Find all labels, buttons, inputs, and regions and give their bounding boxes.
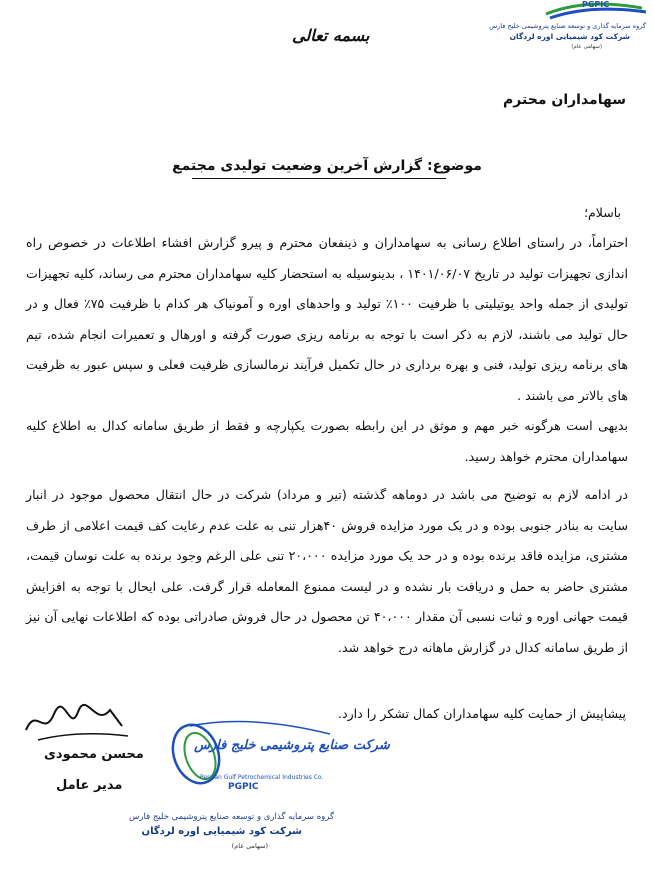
letter-subject: موضوع: گزارش آخرین وضعیت تولیدی مجتمع (172, 158, 482, 174)
logo-group-name: گروه سرمایه گذاری و توسعه صنایع پتروشیمی خلیج فارس (489, 22, 646, 30)
logo-company-type: (سهامی عام) (571, 44, 602, 50)
stamp-emblem-icon (160, 718, 340, 808)
footer-company-name: شرکت کود شیمیایی اوره لردگان (141, 826, 302, 837)
stamp-english-name: Persian Gulf Petrochemical Industries Co. (200, 774, 324, 781)
company-logo-header (489, 0, 652, 62)
signatory-title: مدیر عامل (56, 778, 123, 793)
body-paragraph: احتراماً، در راستای اطلاع رسانی به سهامداران و ذینفعان محترم و پیرو گزارش افشاء اطلاعات در خصوص راه اندازی تجهیزات تولید در تاریخ ۱۴۰۱/۰۶/۰۷ ، بدینوسیله به استحضار کلیه سهامداران محترم می رساند، کلیه تجهیزات تولیدی از جمله واحد یوتیلیتی با ظرفیت ۱۰۰٪ تولید و واحدهای اوره و آمونیاک هر کدام با ظرفیت ۷۵٪ فعال و در حال تولید می باشند، لازم به ذکر است با توجه به برنامه ریزی صورت گرفته و اورهال و تعمیرات انجام شده، تیم های برنامه ریزی تولید، فنی و بهره برداری در حال تکمیل فرآیند نرمالسازی ظرفیت فعلی و سپس عبور به ظرفیت های بالاتر می باشند . (26, 235, 628, 403)
logo-brand-text: PGPIC (582, 0, 610, 9)
body-paragraph: در ادامه لازم به توضیح می باشد در دوماهه گذشته (تیر و مرداد) شرکت در حال انتقال محصول موجود در انبار سایت به بنادر جنوبی بوده و در یک مورد مزایده فروش ۴۰هزار تنی به علت عدم رعایت کف قیمت اعلامی از طرف مشتری، مزایده فاقد برنده بوده و در حد یک مورد مزایده ۲۰،۰۰۰ تنی علی الرغم وجود برنده به علت نوسان قیمت، مشتری حاضر به حمل و دریافت بار نشده و در لیست ممنوع المعامله قرار گرفت. علی ایحال با توجه به افزایش قیمت جهانی اوره و ثبات نسبی آن مقدار ۴۰،۰۰۰ تن محصول در حال فروش صادراتی بوده که اطلاعات نهایی آن نیز از طریق سامانه کدال در گزارش ماهانه درج خواهد شد. (26, 487, 628, 655)
stamp-brand: PGPIC (228, 782, 259, 792)
company-swoosh-icon (506, 0, 652, 24)
subject-underline (192, 178, 446, 179)
salutation: باسلام؛ (584, 205, 621, 220)
body-paragraph: بدیهی است هرگونه خبر مهم و موثق در این رابطه بصورت یکپارچه و فقط از طریق سامانه کدال به اطلاع کلیه سهامداران محترم خواهد رسید. (26, 418, 628, 464)
company-logo-footer (130, 812, 350, 872)
company-stamp (160, 718, 390, 808)
signatory-name: محسن محمودی (44, 747, 144, 762)
basmala-heading: بسمه تعالی (292, 26, 370, 45)
closing-line: پیشاپیش از حمایت کلیه سهامداران کمال تشکر را دارد. (337, 706, 626, 721)
stamp-company-name: شرکت صنایع پتروشیمی خلیج فارس (194, 738, 390, 753)
recipient-greeting: سهامداران محترم (503, 92, 626, 108)
letter-body (26, 228, 628, 663)
footer-company-type: (سهامی عام) (231, 842, 268, 850)
footer-group-name: گروه سرمایه گذاری و توسعه صنایع پتروشیمی خلیج فارس (129, 812, 334, 822)
logo-company-name: شرکت کود شیمیایی اوره لردگان (509, 32, 630, 41)
handwritten-signature-icon (18, 700, 138, 750)
